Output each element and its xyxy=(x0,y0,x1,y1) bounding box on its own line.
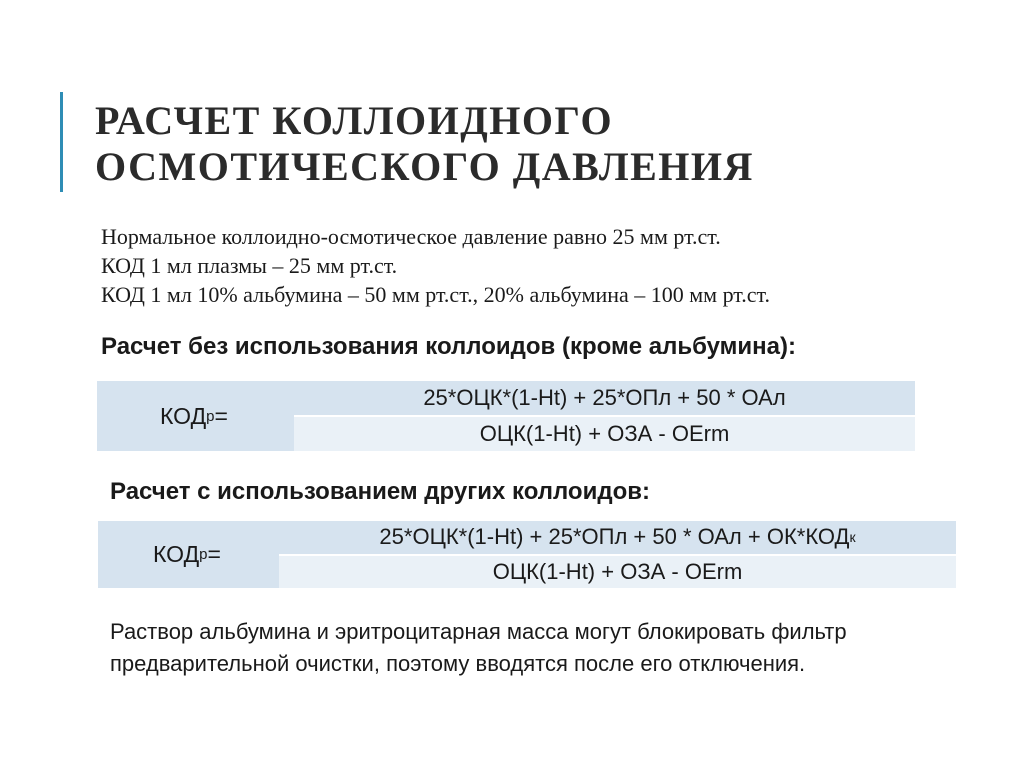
formula2-numerator-text: 25*ОЦК*(1-Ht) + 25*ОПл + 50 * ОАл + ОК*КОД xyxy=(379,524,850,550)
formula1-lhs-label: КОД xyxy=(160,402,207,429)
section1-heading: Расчет без использования коллоидов (кроме альбумина): xyxy=(101,333,796,360)
formula1-denominator: ОЦК(1-Ht) + ОЗА - OErm xyxy=(294,417,915,451)
title-line-1: РАСЧЕТ КОЛЛОИДНОГО xyxy=(95,98,614,143)
section2-heading: Расчет с использованием других коллоидов: xyxy=(110,478,650,505)
formula1-lhs-equals: = xyxy=(214,402,228,429)
formula2-numerator-subscript: к xyxy=(849,529,856,546)
title-accent-bar xyxy=(60,92,63,192)
note-text xyxy=(110,616,847,680)
formula2-denominator: ОЦК(1-Ht) + ОЗА - OErm xyxy=(279,556,956,589)
formula2-numerator xyxy=(279,521,956,556)
formula2-lhs-subscript: р xyxy=(199,546,208,563)
intro-line-1: Нормальное коллоидно-осмотическое давление равно 25 мм рт.ст. xyxy=(101,224,721,249)
intro-text xyxy=(101,222,770,309)
formula-without-colloids xyxy=(97,381,915,451)
note-line-2: предварительной очистки, поэтому вводятся после его отключения. xyxy=(110,651,806,676)
formula1-fraction xyxy=(294,381,915,451)
formula1-lhs xyxy=(97,381,291,451)
formula1-lhs-subscript: р xyxy=(206,407,215,425)
formula2-lhs xyxy=(98,521,276,588)
formula2-lhs-label: КОД xyxy=(153,541,200,567)
formula2-lhs-equals: = xyxy=(207,541,221,567)
formula1-numerator: 25*ОЦК*(1-Ht) + 25*ОПл + 50 * ОАл xyxy=(294,381,915,417)
intro-line-2: КОД 1 мл плазмы – 25 мм рт.ст. xyxy=(101,253,398,278)
intro-line-3: КОД 1 мл 10% альбумина – 50 мм рт.ст., 20% альбумина – 100 мм рт.ст. xyxy=(101,282,770,307)
formula-with-colloids xyxy=(98,521,956,588)
slide-title xyxy=(95,98,754,190)
note-line-1: Раствор альбумина и эритроцитарная масса могут блокировать фильтр xyxy=(110,619,847,644)
formula2-fraction xyxy=(279,521,956,588)
title-line-2: ОСМОТИЧЕСКОГО ДАВЛЕНИЯ xyxy=(95,144,754,189)
